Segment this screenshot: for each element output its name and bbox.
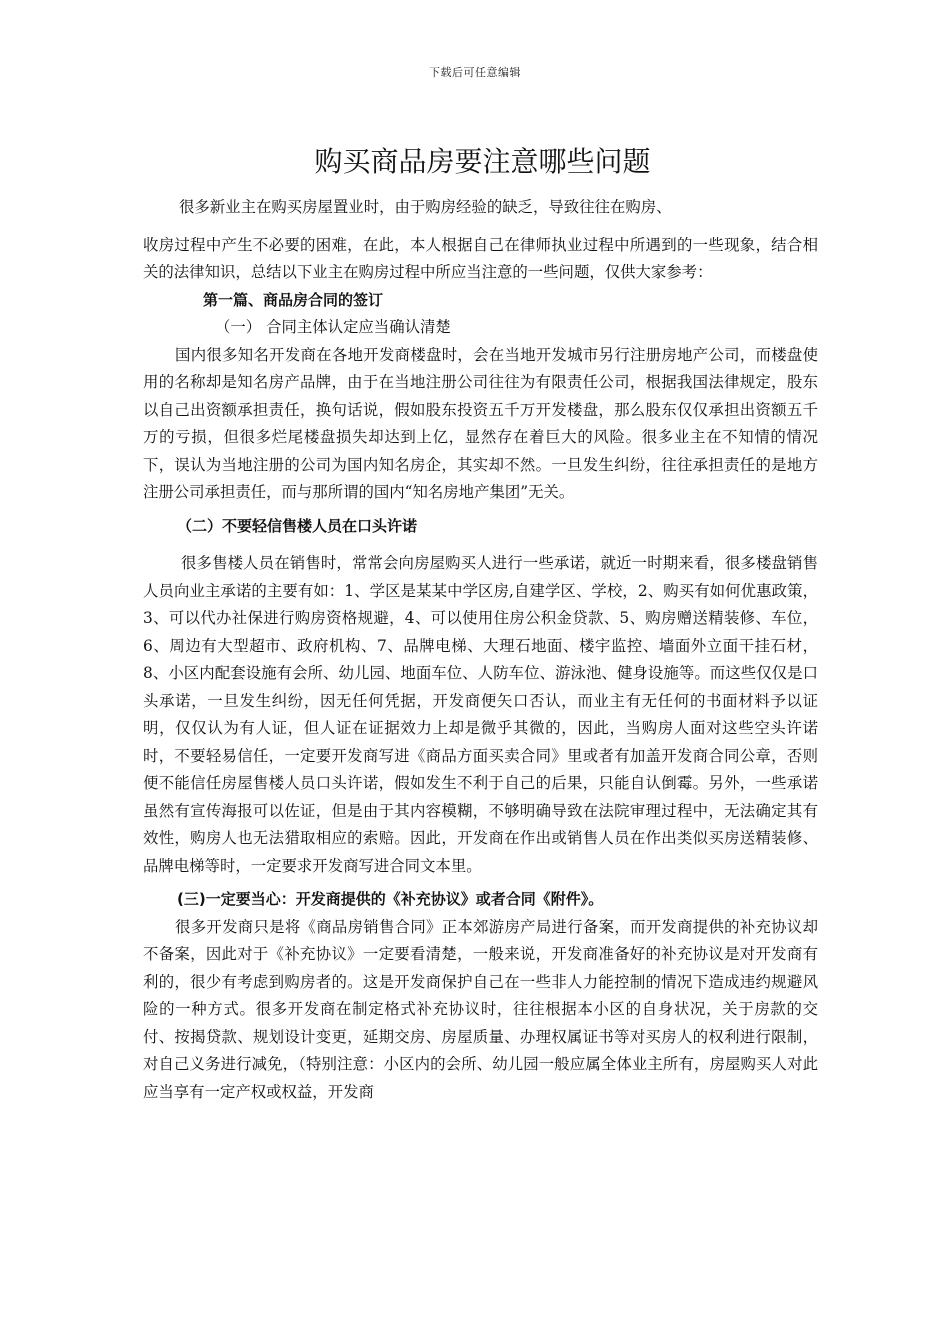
intro-first-line: 很多新业主在购买房屋置业时，由于购房经验的缺乏，导致往往在购房、	[179, 198, 672, 216]
header-note: 下载后可任意编辑	[429, 66, 521, 79]
section3-body: 很多开发商只是将《商品房销售合同》正本郊游房产局进行备案，而开发商提供的补充协议却不备案，因此对于《补充协议》一定要看清楚，一般来说，开发商准备好的补充协议是对开发商有利的，很少有考虑到购房者的。这是开发商保护自己在一些非人力能控制的情况下造成违约规避风险的一种方式。很多开发商在制定格式补充协议时，往往根据本小区的自身状况，关于房款的交付、按揭贷款、规划设计变更，延期交房、房屋质量、办理权属证书等对买房人的权利进行限制，对自己义务进行减免，（特别注意：小区内的会所、幼儿园一般应属全体业主所有，房屋购买人对此应当享有一定产权或权益，开发商	[143, 917, 818, 1101]
intro-paragraph: 收房过程中产生不必要的困难，在此，本人根据自己在律师执业过程中所遇到的一些现象，结合相关的法律知识，总结以下业主在购房过程中所应当注意的一些问题，仅供大家参考：	[143, 235, 818, 281]
part1-heading: 第一篇、商品房合同的签订	[203, 290, 384, 309]
section3-heading: (三)一定要当心：开发商提供的《补充协议》或者合同《附件》。	[177, 890, 604, 908]
section2-heading: （二）不要轻信售楼人员在口头许诺	[177, 516, 418, 535]
section1-body: 国内很多知名开发商在各地开发商楼盘时，会在当地开发城市另行注册房地产公司，而楼盘使用的名称却是知名房产品牌，由于在当地注册公司往往为有限责任公司，根据我国法律规定，股东以自己出资额承担责任，换句话说，假如股东投资五千万开发楼盘，那么股东仅仅承担出资额五千万的亏损，但很多烂尾楼盘损失却达到上亿，显然存在着巨大的风险。很多业主在不知情的情况下，误认为当地注册的公司为国内知名房企，其实却不然。一旦发生纠纷，往往承担责任的是地方注册公司承担责任，而与那所谓的国内“知名房地产集团”无关。	[143, 345, 818, 501]
section2-body: 很多售楼人员在销售时，常常会向房屋购买人进行一些承诺，就近一时期来看，很多楼盘销售人员向业主承诺的主要有如：1、学区是某某中学区房,自建学区、学校，2、购买有如何优惠政策，3、可以代办社保进行购房资格规避，4、可以使用住房公积金贷款、5、购房赠送精装修、车位，6、周边有大型超市、政府机构、7、品牌电梯、大理石地面、楼宇监控、墙面外立面干挂石材，8、小区内配套设施有会所、幼儿园、地面车位、人防车位、游泳池、健身设施等。而这些仅仅是口头承诺，一旦发生纠纷，因无任何凭据，开发商便矢口否认，而业主有无任何的书面材料予以证明，仅仅认为有人证，但人证在证据效力上却是微乎其微的，因此，当购房人面对这些空头许诺时，不要轻易信任，一定要开发商写进《商品方面买卖合同》里或者有加盖开发商合同公章，否则便不能信任房屋售楼人员口头许诺，假如发生不利于自己的后果，只能自认倒霉。另外，一些承诺虽然有宣传海报可以佐证，但是由于其内容模糊，不够明确导致在法院审理过程中，无法确定其有效性，购房人也无法猎取相应的索赔。因此，开发商在作出或销售人员在作出类似买房送精装修、品牌电梯等时，一定要求开发商写进合同文本里。	[143, 554, 818, 875]
page-title: 购买商品房要注意哪些问题	[314, 145, 651, 178]
document-body	[143, 140, 818, 1106]
section1-heading: （一） 合同主体认定应当确认清楚	[215, 318, 451, 336]
